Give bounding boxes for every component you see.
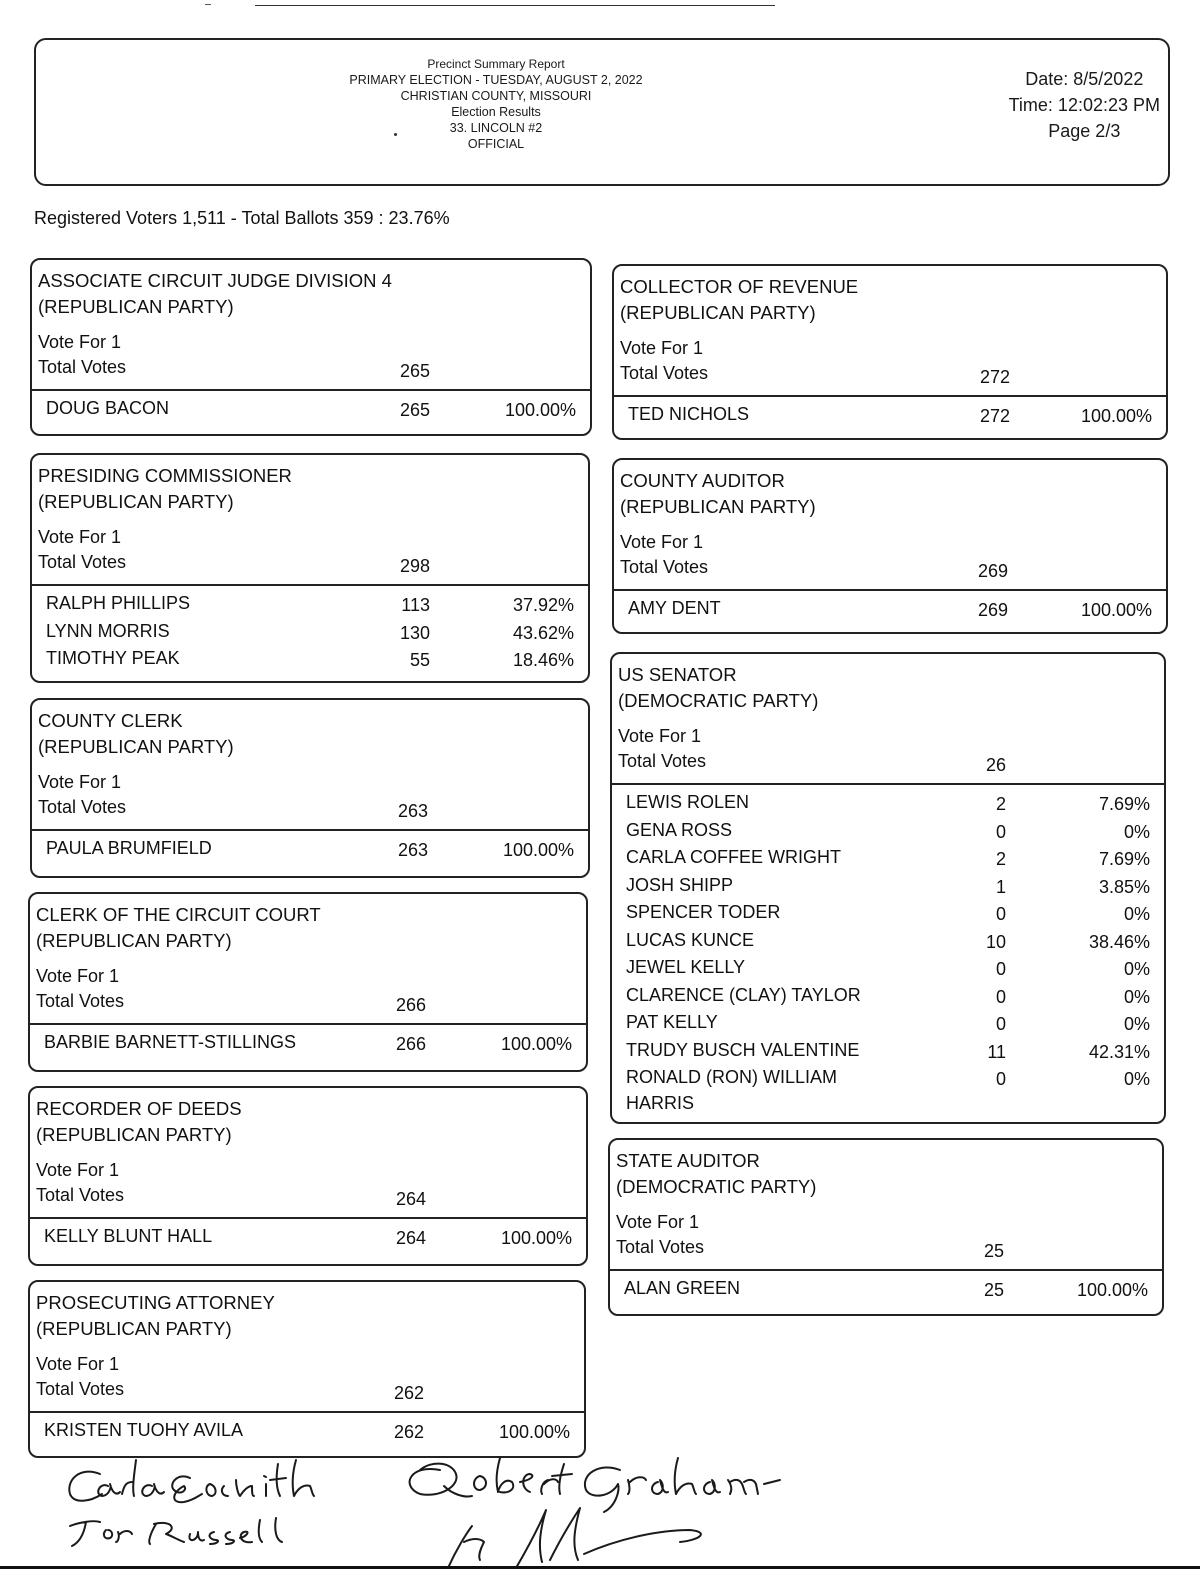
total-votes-value: 298: [399, 556, 430, 576]
race-box: [608, 1138, 1164, 1316]
candidate-row: [32, 591, 588, 619]
candidate-votes: 2: [995, 849, 1006, 869]
candidate-row: [30, 1224, 586, 1252]
vote-for-label: Vote For 1: [618, 726, 702, 746]
race-box: [28, 1086, 588, 1266]
total-votes-label: Total Votes: [620, 557, 709, 577]
candidate-votes: 0: [995, 1069, 1006, 1089]
candidate-votes: 265: [399, 400, 430, 420]
candidate-row: [612, 928, 1164, 956]
candidate-name: AMY DENT: [628, 598, 721, 618]
race-box: [612, 264, 1168, 440]
candidate-name: RONALD (RON) WILLIAM: [626, 1067, 838, 1087]
candidate-row: [612, 790, 1164, 818]
race-party: (REPUBLICAN PARTY): [36, 930, 232, 951]
race-title: PROSECUTING ATTORNEY: [36, 1292, 275, 1313]
race-title-block: [38, 268, 392, 320]
candidate-row: [612, 1010, 1164, 1038]
candidate-name: SPENCER TODER: [626, 902, 781, 922]
candidate-votes: 266: [395, 1034, 426, 1054]
vote-for-label: Vote For 1: [38, 772, 122, 792]
candidate-percent: 0%: [1123, 1014, 1150, 1034]
race-party: (REPUBLICAN PARTY): [620, 496, 816, 517]
candidate-percent: 100.00%: [502, 840, 574, 860]
race-title: STATE AUDITOR: [616, 1150, 760, 1171]
county-name: CHRISTIAN COUNTY, MISSOURI: [400, 89, 592, 103]
candidate-name: CARLA COFFEE WRIGHT: [626, 847, 842, 867]
candidate-name: LEWIS ROLEN: [626, 792, 750, 812]
candidate-row: [612, 1065, 1164, 1093]
candidate-name: KELLY BLUNT HALL: [44, 1226, 213, 1246]
vote-for-label: Vote For 1: [616, 1212, 700, 1232]
signature-image: [60, 1450, 820, 1574]
scan-mark: [205, 0, 211, 5]
race-box: [28, 1280, 586, 1458]
candidate-votes: 263: [397, 840, 428, 860]
candidate-percent: 0%: [1123, 821, 1150, 842]
race-title: COUNTY AUDITOR: [620, 470, 785, 491]
candidate-votes: 2: [995, 794, 1006, 814]
candidate-row: [614, 596, 1166, 624]
race-divider: [32, 829, 588, 831]
race-party: (REPUBLICAN PARTY): [38, 491, 234, 512]
candidate-votes: 55: [409, 650, 430, 670]
candidate-row: [614, 402, 1166, 430]
race-party: (REPUBLICAN PARTY): [36, 1318, 232, 1339]
race-box: [30, 258, 592, 436]
total-votes-value: 263: [397, 801, 428, 821]
candidate-votes: 11: [987, 1041, 1006, 1062]
candidate-name: TED NICHOLS: [628, 404, 750, 424]
election-name: PRIMARY ELECTION - TUESDAY, AUGUST 2, 2022: [349, 73, 643, 87]
race-party: (REPUBLICAN PARTY): [38, 296, 234, 317]
race-party: (DEMOCRATIC PARTY): [616, 1176, 817, 1197]
race-title-block: [618, 662, 818, 714]
candidate-votes: 130: [399, 622, 430, 643]
candidate-votes: 113: [401, 595, 430, 615]
candidate-percent: 0%: [1123, 986, 1150, 1007]
candidate-name: JEWEL KELLY: [626, 957, 746, 977]
race-title: COLLECTOR OF REVENUE: [620, 276, 859, 297]
total-votes-value: 266: [395, 995, 426, 1015]
candidate-row: [612, 955, 1164, 983]
total-votes-label: Total Votes: [38, 552, 127, 572]
candidate-percent: 100.00%: [500, 1034, 572, 1054]
race-divider: [614, 589, 1166, 591]
candidate-votes: 272: [979, 406, 1010, 426]
candidate-name: TIMOTHY PEAK: [46, 648, 180, 668]
race-party: (DEMOCRATIC PARTY): [618, 690, 819, 711]
candidate-row: [30, 1030, 586, 1058]
candidate-row: [32, 836, 588, 864]
candidate-row: [612, 1038, 1164, 1066]
candidate-name: KRISTEN TUOHY AVILA: [44, 1420, 244, 1440]
candidate-percent: 100.00%: [1080, 600, 1152, 620]
candidate-row: [612, 818, 1164, 846]
candidate-percent: 37.92%: [512, 595, 574, 615]
report-title: Precinct Summary Report: [427, 57, 565, 71]
candidate-name: BARBIE BARNETT-STILLINGS: [44, 1032, 297, 1052]
vote-for-label: Vote For 1: [38, 332, 122, 352]
race-box: [30, 698, 590, 878]
candidate-row: [32, 396, 590, 424]
candidate-percent: 100.00%: [498, 1422, 570, 1442]
race-title-block: [36, 1096, 242, 1148]
race-party: (REPUBLICAN PARTY): [36, 1124, 232, 1145]
candidate-percent: 100.00%: [504, 400, 576, 420]
vote-for-label: Vote For 1: [620, 338, 704, 358]
race-box: [28, 892, 588, 1072]
candidate-percent: 7.69%: [1098, 849, 1150, 869]
candidate-name: RALPH PHILLIPS: [46, 593, 191, 613]
total-votes-value: 272: [979, 367, 1010, 387]
candidate-row: [612, 983, 1164, 1011]
race-title: COUNTY CLERK: [38, 710, 183, 731]
vote-for-label: Vote For 1: [38, 527, 122, 547]
candidate-votes: 25: [983, 1280, 1004, 1300]
candidate-percent: 0%: [1123, 1069, 1150, 1089]
candidate-votes: 0: [995, 986, 1006, 1007]
candidate-name: PAULA BRUMFIELD: [46, 838, 212, 858]
candidate-percent: 3.85%: [1098, 876, 1150, 897]
candidate-name: DOUG BACON: [46, 398, 170, 418]
race-title-block: [616, 1148, 816, 1200]
candidate-votes: 0: [995, 1014, 1006, 1034]
candidate-votes: 269: [977, 600, 1008, 620]
stray-mark: [394, 133, 397, 136]
total-votes-value: 25: [983, 1241, 1004, 1261]
candidate-name: ALAN GREEN: [624, 1278, 741, 1298]
candidate-percent: 100.00%: [1080, 406, 1152, 426]
vote-for-label: Vote For 1: [620, 532, 704, 552]
candidate-percent: 100.00%: [1076, 1280, 1148, 1300]
official-status: OFFICIAL: [467, 137, 525, 151]
scan-bottom-line: [0, 1566, 1200, 1569]
candidate-name-continued: HARRIS: [626, 1092, 695, 1113]
vote-for-label: Vote For 1: [36, 966, 120, 986]
total-votes-label: Total Votes: [38, 797, 127, 817]
page-number: Page 2/3: [1048, 121, 1121, 141]
race-party: (REPUBLICAN PARTY): [620, 302, 816, 323]
race-divider: [612, 783, 1164, 785]
candidate-votes: 262: [393, 1422, 424, 1442]
total-votes-value: 269: [977, 561, 1008, 581]
candidate-name: LUCAS KUNCE: [626, 929, 755, 950]
race-divider: [32, 389, 590, 391]
race-divider: [30, 1411, 584, 1413]
candidate-row: [612, 900, 1164, 928]
scan-top-line: [255, 5, 775, 6]
race-divider: [614, 395, 1166, 397]
total-votes-label: Total Votes: [36, 1379, 125, 1399]
candidate-row: [32, 646, 588, 674]
race-title-block: [620, 274, 858, 326]
vote-for-label: Vote For 1: [36, 1160, 120, 1180]
header-meta: [1009, 66, 1160, 144]
race-title: CLERK OF THE CIRCUIT COURT: [36, 904, 321, 925]
report-header: [34, 38, 1170, 186]
candidate-row: [610, 1276, 1162, 1304]
candidate-row: [32, 619, 588, 647]
race-title: US SENATOR: [618, 664, 737, 685]
race-divider: [30, 1217, 586, 1219]
race-title: PRESIDING COMMISSIONER: [38, 465, 292, 486]
total-votes-label: Total Votes: [36, 1185, 125, 1205]
race-title-block: [620, 468, 816, 520]
race-box: [610, 652, 1166, 1124]
candidate-votes: 0: [995, 821, 1006, 842]
total-votes-label: Total Votes: [616, 1237, 705, 1257]
report-time: Time: 12:02:23 PM: [1008, 95, 1160, 115]
candidate-name: CLARENCE (CLAY) TAYLOR: [626, 984, 861, 1005]
candidate-row: [612, 845, 1164, 873]
race-party: (REPUBLICAN PARTY): [38, 736, 234, 757]
total-votes-value: 26: [985, 755, 1006, 775]
candidate-name: JOSH SHIPP: [626, 874, 734, 895]
header-center-block: [286, 56, 706, 152]
race-divider: [30, 1023, 586, 1025]
race-box: [30, 453, 590, 683]
candidate-row: [30, 1418, 584, 1446]
candidate-row-continued: [612, 1091, 1164, 1119]
candidate-percent: 100.00%: [500, 1228, 572, 1248]
candidate-percent: 18.46%: [512, 650, 574, 670]
candidate-percent: 0%: [1123, 959, 1150, 979]
candidate-votes: 264: [395, 1228, 426, 1248]
total-votes-value: 265: [399, 361, 430, 381]
candidate-row: [612, 873, 1164, 901]
candidate-votes: 1: [995, 876, 1006, 897]
precinct-name: 33. LINCOLN #2: [449, 121, 543, 135]
race-title-block: [38, 463, 292, 515]
race-title: RECORDER OF DEEDS: [36, 1098, 242, 1119]
total-votes-label: Total Votes: [36, 991, 125, 1011]
candidate-votes: 10: [985, 931, 1006, 952]
candidate-name: PAT KELLY: [626, 1012, 718, 1032]
race-box: [612, 458, 1168, 634]
candidate-name: TRUDY BUSCH VALENTINE: [626, 1039, 860, 1060]
candidate-percent: 42.31%: [1088, 1041, 1150, 1062]
candidate-votes: 0: [995, 959, 1006, 979]
total-votes-label: Total Votes: [620, 363, 709, 383]
candidate-percent: 43.62%: [512, 622, 574, 643]
race-title-block: [38, 708, 234, 760]
total-votes-label: Total Votes: [618, 751, 707, 771]
candidate-name: GENA ROSS: [626, 819, 733, 840]
candidate-percent: 7.69%: [1098, 794, 1150, 814]
report-date: Date: 8/5/2022: [1025, 69, 1144, 89]
race-title: ASSOCIATE CIRCUIT JUDGE DIVISION 4: [38, 270, 392, 291]
candidate-percent: 0%: [1123, 904, 1150, 924]
total-votes-label: Total Votes: [38, 357, 127, 377]
candidate-name: LYNN MORRIS: [46, 620, 170, 641]
vote-for-label: Vote For 1: [36, 1354, 120, 1374]
candidate-percent: 38.46%: [1088, 931, 1150, 952]
registered-voters-line: Registered Voters 1,511 - Total Ballots 359 : 23.76%: [34, 208, 450, 228]
total-votes-value: 264: [395, 1189, 426, 1209]
candidate-votes: 0: [995, 904, 1006, 924]
race-title-block: [36, 1290, 275, 1342]
race-divider: [610, 1269, 1162, 1271]
results-subtitle: Election Results: [451, 105, 541, 119]
total-votes-value: 262: [393, 1383, 424, 1403]
race-divider: [32, 584, 588, 586]
race-title-block: [36, 902, 321, 954]
